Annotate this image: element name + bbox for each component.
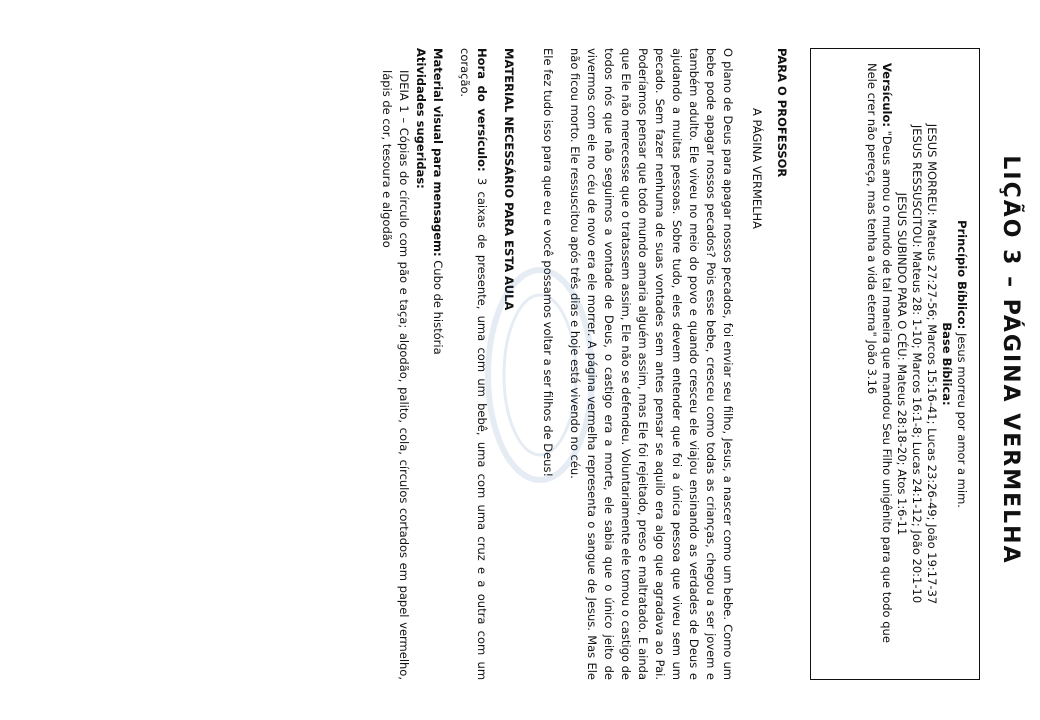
visual-material-label: Material visual para mensagem: xyxy=(431,48,445,257)
materials-heading: MATERIAL NECESSÁRIO PARA ESTA AULA xyxy=(502,48,516,311)
activities-label: Atividades sugeridas: xyxy=(414,48,428,189)
principle-label: Princípio Bíblico: xyxy=(955,220,969,330)
base-line-3: JESUS SUBINDO PARA O CÉU: Mateus 28:18-20; Atos 1:6-11 xyxy=(895,192,909,536)
lesson-header-box xyxy=(810,48,980,680)
base-label: Base Bíblica: xyxy=(940,322,954,406)
principle-text: Jesus morreu por amor a mim. xyxy=(955,332,969,508)
teacher-heading: PARA O PROFESSOR xyxy=(775,48,789,178)
activities-row xyxy=(412,48,429,680)
principle-row xyxy=(954,63,969,665)
verse-time-text: 3 caixas de presente, uma com um bebê, uma com uma cruz e a outra com um coração. xyxy=(458,48,489,681)
verse-text: "Deus amou o mundo de tal maneira que mandou Seu Filho unigênito para que todo que Nele crer não pereça, mas tenha a vida eterna" João 3.16 xyxy=(865,63,894,643)
teacher-paragraph-1: O plano de Deus para apagar nossos pecados, foi enviar seu filho, Jesus, a nascer como um bebe. Como um bebe pode apagar nossos pecados? Pois esse bebe, cresceu como todas as crianças, chegou a ser jovem e também adulto. Ele viveu no meio do povo e quando cresceu ele viajou ensinando as verdades de Deus e ajudando a muitas pessoas. Sobre tudo, eles devem entender que foi a única pessoa que viveu sem um pecado. Sem fazer nenhuma de suas vontades sem antes pensar se aquilo era algo que agradava ao Pai. Poderíamos pensar que todo mundo amaria alguém assim, mas Ele foi rejeitado, preso e maltratado. E ainda que Ele não merecesse que o tratassem assim, Ele não se defendeu. Voluntariamente ele tomou o castigo de todos nós que não seguimos a vontade de Deus, o castigo era a morte, ele sabia que o único jeito de vivermos com ele no céu de novo era ele morrer. A página vermelha representa o sangue de Jesus. Mas Ele não ficou morto. Ele ressuscitou após três dias e hoje está vivendo no céu. xyxy=(568,48,735,680)
verse-label: Versículo: xyxy=(880,63,894,127)
verse-time-label: Hora do versículo: xyxy=(475,48,489,172)
verse-row xyxy=(864,63,894,665)
base-line-1: JESUS MORREU: Mateus 27:27-56; Marcos 15:16-41; Lucas 23:26-49; João 19:17-37 xyxy=(925,123,939,605)
lesson-content xyxy=(20,48,790,680)
teacher-subheading: A PÁGINA VERMELHA xyxy=(750,108,764,230)
lesson-title: LIÇÃO 3 – PÁGINA VERMELHA xyxy=(998,155,1023,565)
activity-idea-1: IDEIA 1 – Cópias do círculo com pão e taça; algodão, palito, cola, círculos cortados em papel vermelho, lápis de cor, tesoura e algodão xyxy=(380,70,411,680)
base-line-2: JESUS RESSUSCITOU: Mateus 28: 1-10; Marcos 16:1-8; Lucas 24:1-12; João 20:1-10 xyxy=(910,124,924,604)
teacher-paragraph-2: Ele fez tudo isso para que eu e você possamos voltar a ser filhos de Deus! xyxy=(541,48,555,478)
visual-material-row xyxy=(429,48,446,680)
visual-material-text: Cubo de história xyxy=(431,260,445,355)
base-label-row xyxy=(939,63,954,665)
verse-time-row xyxy=(456,48,490,680)
